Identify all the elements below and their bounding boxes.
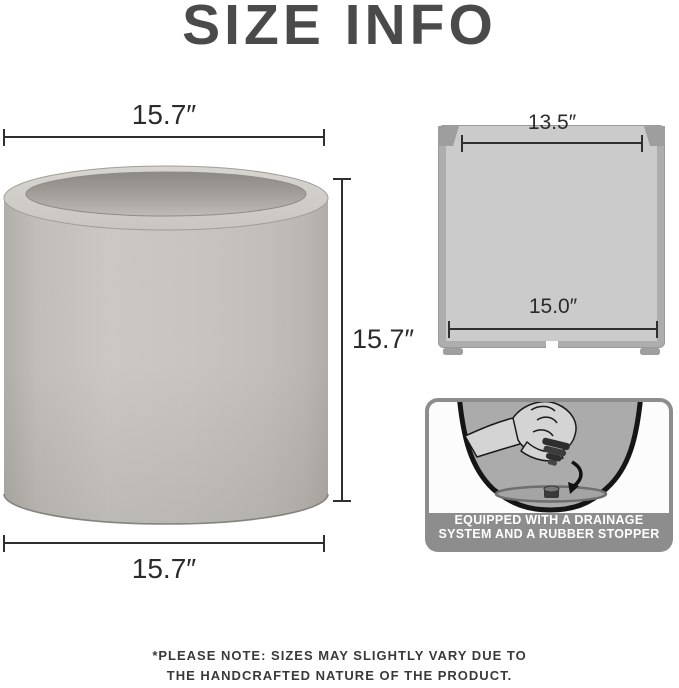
front-top-width-label: 15.7″ [131,99,197,130]
footer-note-line1: *PLEASE NOTE: SIZES MAY SLIGHTLY VARY DUE TO [152,648,527,663]
drainage-notch [546,341,558,349]
drainage-caption-line2: SYSTEM AND A RUBBER STOPPER [438,526,660,541]
dimension-line [3,136,325,138]
left-foot [443,348,463,355]
drain-hole [544,486,559,492]
front-bottom-width-label: 15.7″ [131,553,197,584]
dimension-tick [448,321,450,338]
drainage-caption [425,514,673,541]
front-height-label: 15.7″ [352,324,415,354]
front-bottom-width-dimension [3,535,325,584]
front-height-dimension [333,178,351,502]
inner-bottom-width-dimension [448,295,658,338]
page-title: SIZE INFO [182,0,497,57]
dimension-tick [323,129,325,146]
planter-pot-photo [3,164,329,526]
drainage-illustration [429,402,669,513]
dimension-tick [641,135,643,152]
pot-bottom-shading [4,166,328,524]
dimension-tick [3,535,5,552]
inner-top-width-dimension [461,111,643,152]
inner-top-width-label: 13.5″ [527,111,577,134]
footer-note-line2: THE HANDCRAFTED NATURE OF THE PRODUCT. [166,668,513,683]
dimension-tick [333,500,351,502]
right-foot [640,348,660,355]
front-top-width-dimension [3,99,325,146]
inner-bottom-width-label: 15.0″ [528,295,578,318]
pot-bottom-drawing [429,402,669,513]
dimension-line [341,178,343,502]
dimension-tick [461,135,463,152]
dimension-tick [333,178,351,180]
drainage-caption-line1: EQUIPPED WITH A DRAINAGE [454,513,644,527]
dimension-line [448,328,658,330]
dimension-line [461,142,643,144]
footer-note [0,646,679,686]
dimension-tick [323,535,325,552]
dimension-tick [656,321,658,338]
dimension-line [3,542,325,544]
dimension-tick [3,129,5,146]
drainage-feature-card [425,398,673,552]
